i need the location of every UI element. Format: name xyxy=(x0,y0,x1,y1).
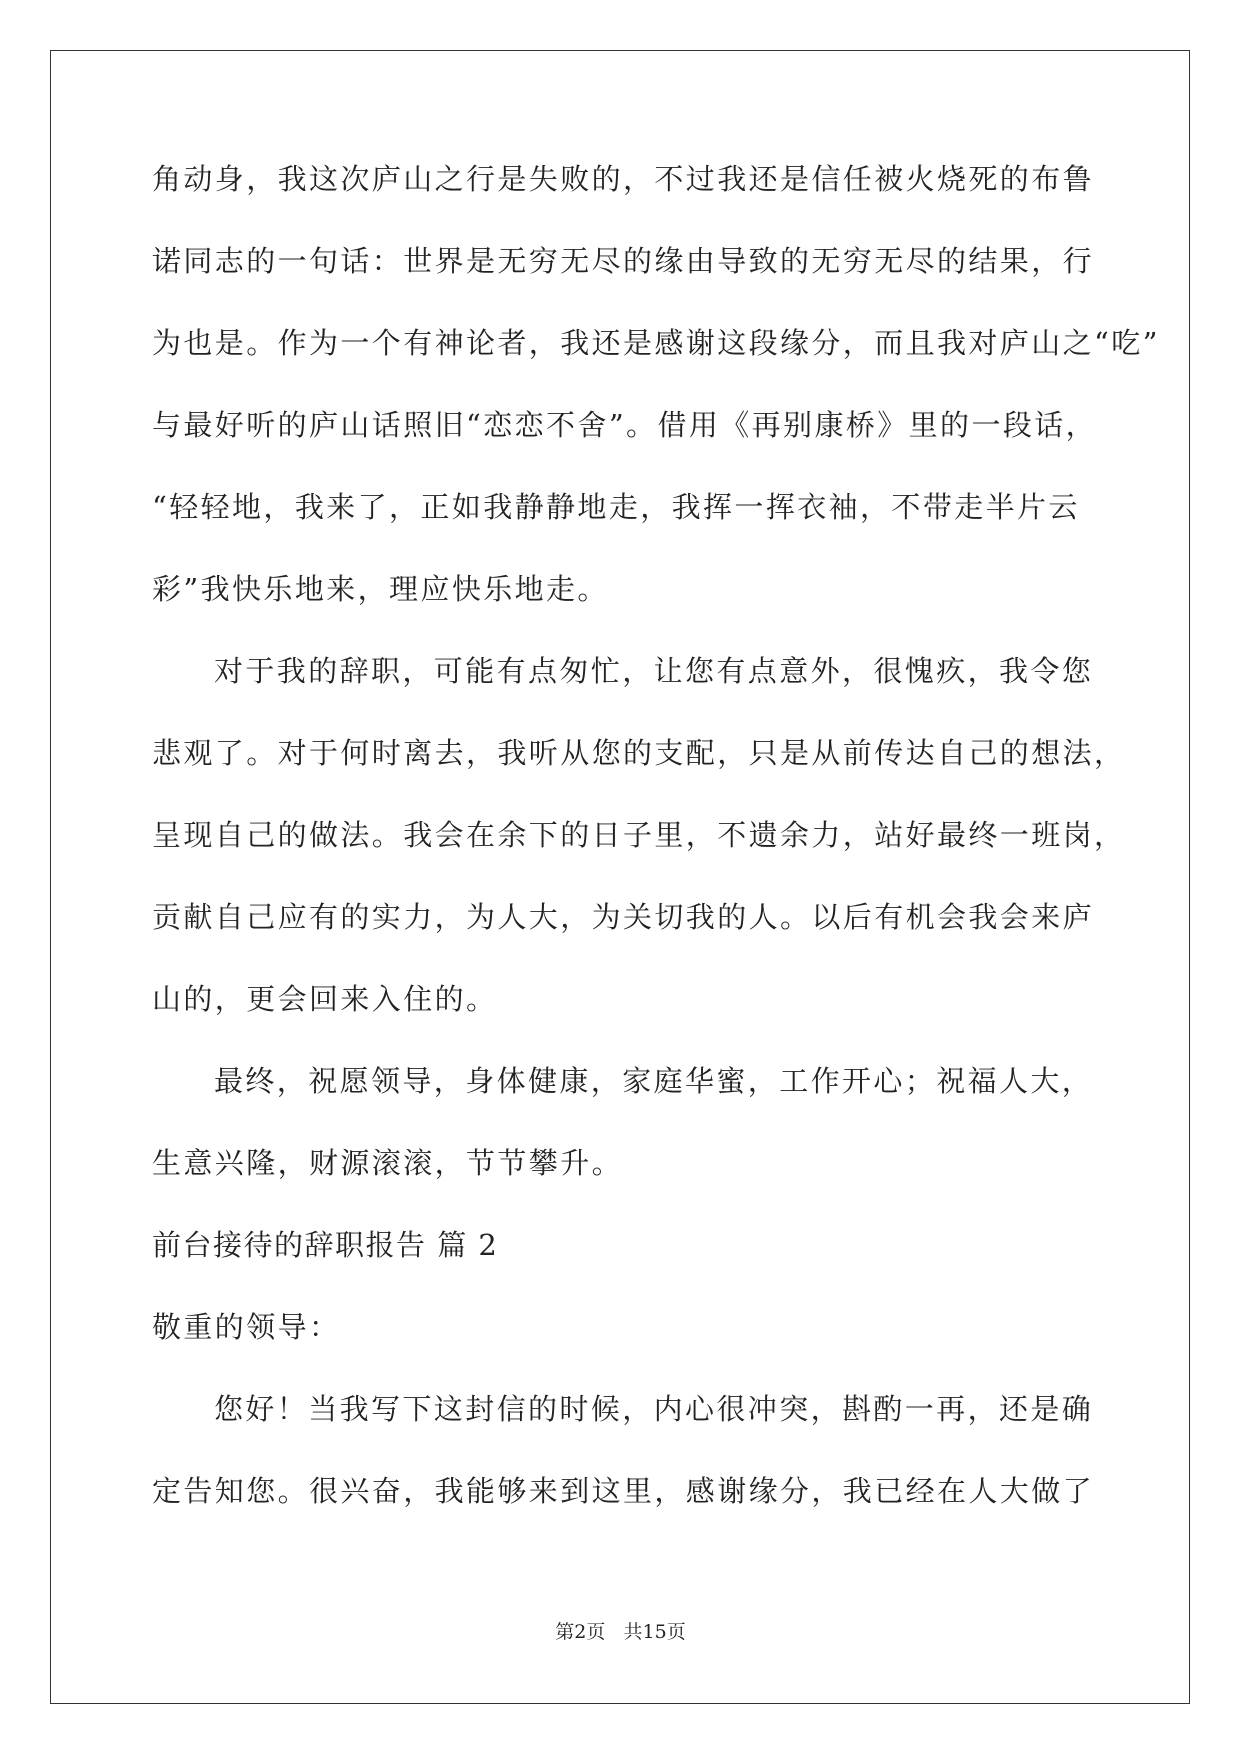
text-line: 呈现自己的做法。我会在余下的日子里，不遗余力，站好最终一班岗， xyxy=(152,818,1126,852)
page-total: 共15页 xyxy=(623,1621,686,1643)
page-footer xyxy=(0,1617,1241,1644)
text-line: 贡献自己应有的实力，为人大，为关切我的人。以后有机会我会来庐 xyxy=(152,900,1095,934)
text-line: “轻轻地，我来了，正如我静静地走，我挥一挥衣袖，不带走半片云 xyxy=(152,490,1080,524)
paragraph-start-line: 最终，祝愿领导，身体健康，家庭华蜜，工作开心；祝福人大， xyxy=(214,1064,1094,1098)
document-body xyxy=(152,162,1160,1559)
text-line: 诺同志的一句话：世界是无穷无尽的缘由导致的无穷无尽的结果，行 xyxy=(152,244,1095,278)
paragraph-start-line: 您好！当我写下这封信的时候，内心很冲突，斟酌一再，还是确 xyxy=(214,1392,1094,1426)
text-line: 定告知您。很兴奋，我能够来到这里，感谢缘分，我已经在人大做了 xyxy=(152,1474,1095,1508)
text-line: 山的，更会回来入住的。 xyxy=(152,982,498,1016)
text-line: 角动身，我这次庐山之行是失败的，不过我还是信任被火烧死的布鲁 xyxy=(152,162,1095,196)
paragraph-start-line: 对于我的辞职，可能有点匆忙，让您有点意外，很愧疚，我令您 xyxy=(214,654,1094,688)
salutation: 敬重的领导： xyxy=(152,1310,341,1344)
text-line: 悲观了。对于何时离去，我听从您的支配，只是从前传达自己的想法， xyxy=(152,736,1126,770)
text-line: 与最好听的庐山话照旧“恋恋不舍”。借用《再别康桥》里的一段话， xyxy=(152,408,1098,442)
page-number: 第2页 xyxy=(555,1621,606,1643)
text-line: 彩”我快乐地来，理应快乐地走。 xyxy=(152,572,609,606)
text-line: 为也是。作为一个有神论者，我还是感谢这段缘分，而且我对庐山之“吃” xyxy=(152,326,1160,360)
section-heading: 前台接待的辞职报告 篇 2 xyxy=(152,1228,499,1262)
text-line: 生意兴隆，财源滚滚，节节攀升。 xyxy=(152,1146,624,1180)
